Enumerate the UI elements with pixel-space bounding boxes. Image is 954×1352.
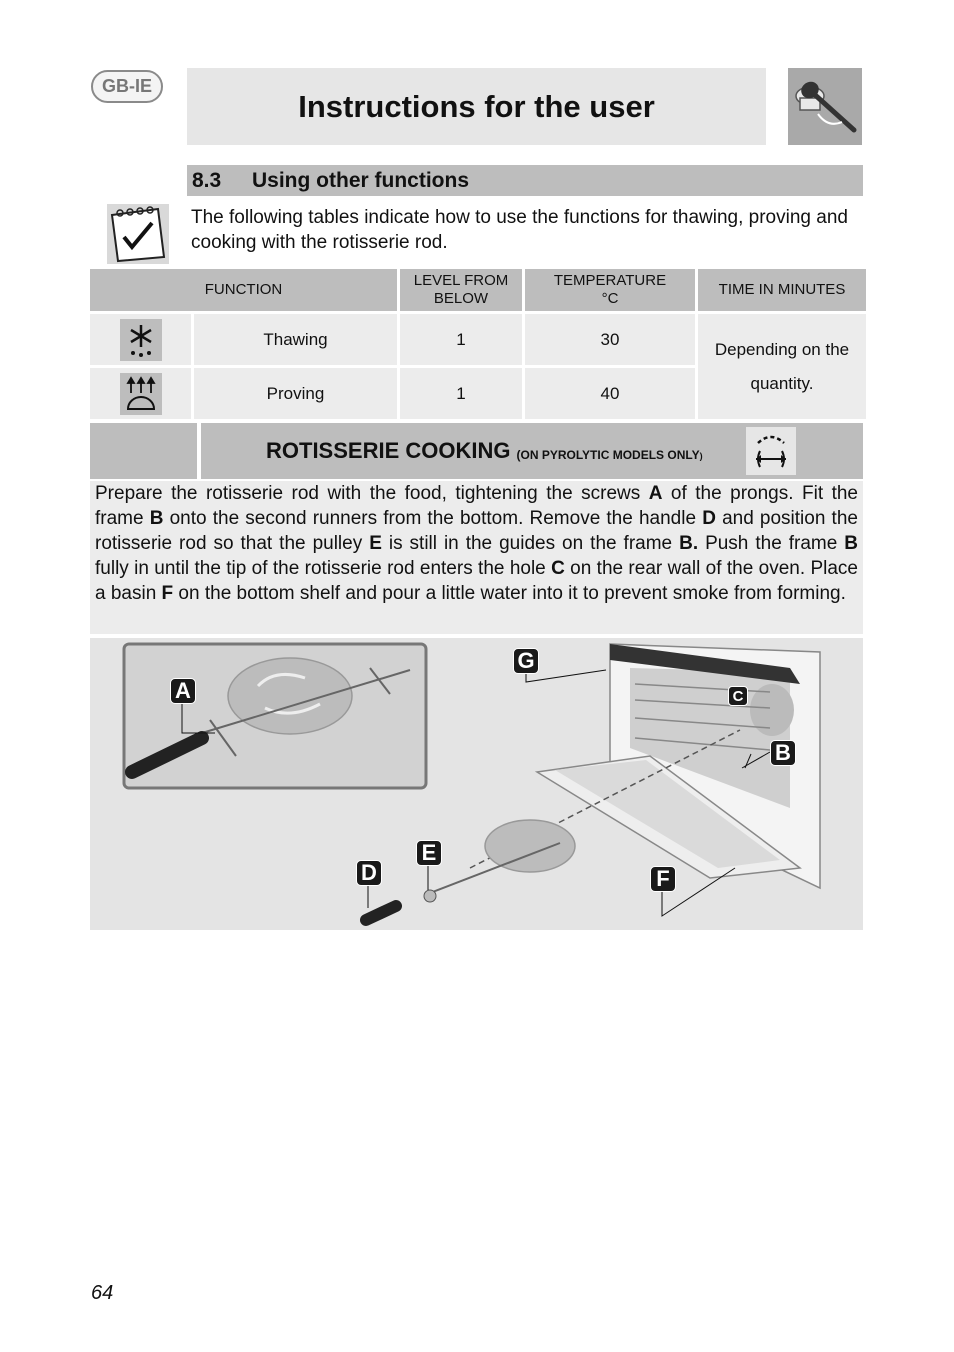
- header-level-line1: LEVEL FROM: [413, 272, 509, 289]
- section-number: 8.3: [192, 168, 222, 192]
- oven-diagram: [90, 638, 863, 930]
- level-value: 1: [400, 314, 522, 365]
- thawing-icon-cell: [90, 314, 191, 365]
- header-level: [400, 269, 522, 311]
- chicken-drawing: [228, 658, 352, 734]
- function-name: Thawing: [194, 314, 397, 365]
- header-temp-line1: TEMPERATURE: [553, 272, 667, 289]
- instr-key: F: [161, 583, 174, 604]
- instr-key: C: [551, 558, 565, 579]
- function-name: Proving: [194, 368, 397, 419]
- instr-key: D: [702, 508, 716, 529]
- instr-text: fully in until the tip of the rotisserie rod enters the hole: [95, 558, 552, 579]
- time-note: [698, 314, 866, 419]
- label-e: E: [416, 840, 442, 866]
- chicken-drawing: [485, 820, 575, 872]
- header-temp-line2: °C: [601, 290, 619, 307]
- rotisserie-icon: [746, 427, 796, 475]
- rotisserie-heading: [201, 423, 863, 479]
- label-d: D: [356, 860, 382, 886]
- table-header-row: [90, 269, 866, 311]
- header-level-line2: BELOW: [433, 290, 489, 307]
- header-temperature: [525, 269, 695, 311]
- instr-key: A: [648, 483, 663, 504]
- notepad-check-icon: [106, 203, 170, 265]
- label-b: B: [770, 740, 796, 766]
- rotisserie-subtitle: [516, 448, 702, 462]
- level-value: 1: [400, 368, 522, 419]
- rotisserie-bar-spacer: [90, 423, 197, 479]
- time-note-line2: quantity.: [750, 373, 814, 393]
- instr-text: Push the frame: [698, 533, 845, 554]
- label-g: G: [513, 648, 539, 674]
- instr-key: B: [844, 533, 858, 554]
- instr-key: E: [369, 533, 382, 554]
- label-a: A: [170, 678, 196, 704]
- table-row: [90, 314, 866, 365]
- pulley-drawing: [424, 890, 436, 902]
- time-note-line1: Depending on the: [714, 339, 850, 359]
- instr-text: and position the rotisserie rod so that the pulley: [95, 508, 858, 554]
- temperature-value: 40: [525, 368, 695, 419]
- rotisserie-subtitle-text: (ON PYROLYTIC MODELS ONLY: [516, 448, 700, 462]
- language-badge: GB-IE: [91, 70, 163, 103]
- label-c: C: [728, 686, 748, 706]
- rotisserie-instructions: [90, 481, 863, 634]
- instr-text: onto the second runners from the bottom. Remove the handle: [163, 508, 703, 529]
- instr-text: is still in the guides on the frame: [381, 533, 680, 554]
- instr-text: Prepare the rotisserie rod with the food, tightening the screws: [95, 483, 649, 504]
- label-f: F: [650, 866, 676, 892]
- instr-key: B.: [679, 533, 699, 554]
- handle-drawing: [366, 906, 396, 920]
- instr-text: on the bottom shelf and pour a little water into it to prevent smoke from forming.: [173, 583, 846, 604]
- chef-spoon-icon: [788, 68, 862, 145]
- intro-paragraph: The following tables indicate how to use the functions for thawing, proving and cooking with the rotisserie rod.: [191, 207, 848, 253]
- functions-table: [87, 266, 869, 422]
- page-number: 64: [91, 1282, 114, 1304]
- instr-text: of the prongs. Fit the frame: [95, 483, 858, 529]
- rotisserie-illustration: [90, 638, 863, 930]
- proving-icon-cell: [90, 368, 191, 419]
- rotisserie-subtitle-paren: ): [699, 451, 703, 461]
- header-function: FUNCTION: [90, 269, 397, 311]
- snowflake-drip-icon: [120, 319, 162, 361]
- instr-key: B: [149, 508, 164, 529]
- instr-text: on the rear wall of the oven. Place a basin: [95, 558, 858, 604]
- temperature-value: 30: [525, 314, 695, 365]
- section-heading: [187, 165, 863, 196]
- page-title: Instructions for the user: [298, 88, 655, 124]
- page-header: [187, 68, 766, 145]
- header-time: TIME IN MINUTES: [698, 269, 866, 311]
- rotisserie-title: ROTISSERIE COOKING: [266, 438, 511, 463]
- section-title: Using other functions: [252, 168, 469, 192]
- proving-dome-icon: [120, 373, 162, 415]
